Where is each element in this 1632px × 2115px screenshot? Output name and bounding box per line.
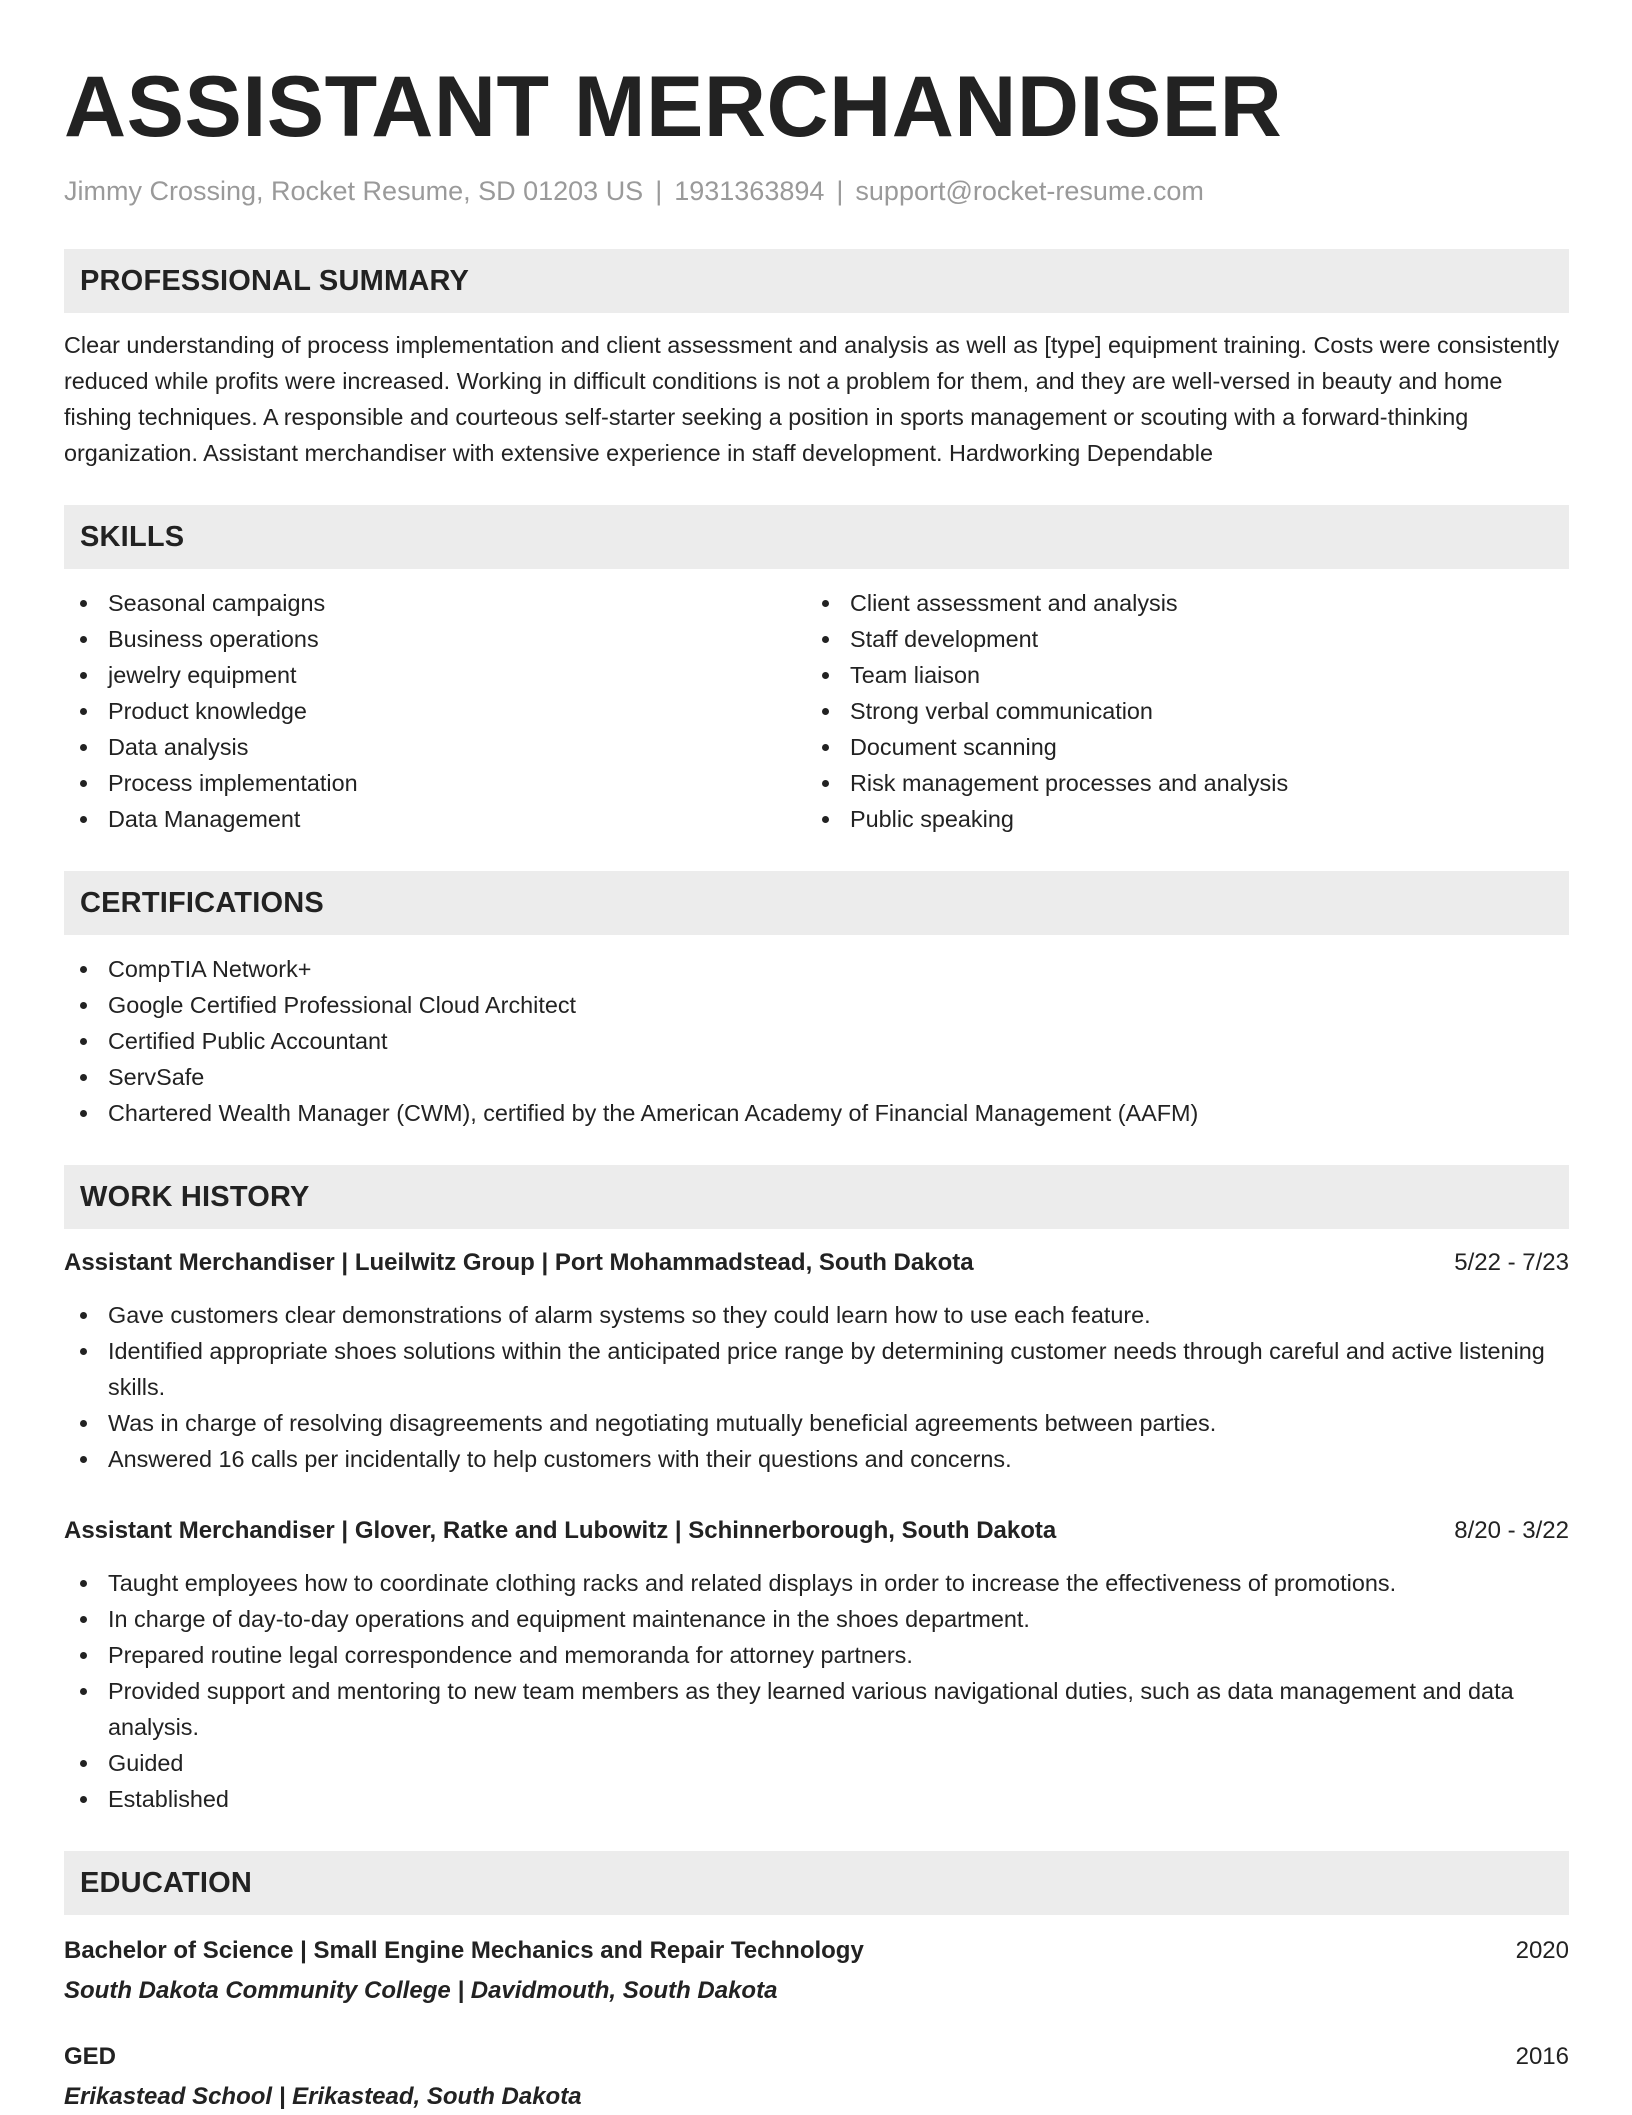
job-dates: 8/20 - 3/22 xyxy=(1454,1517,1569,1544)
job-bullets xyxy=(64,1297,1569,1477)
certification-item: Certified Public Accountant xyxy=(64,1023,1569,1059)
contact-email: support@rocket-resume.com xyxy=(855,176,1204,206)
skill-item: Client assessment and analysis xyxy=(806,585,1548,621)
skill-item: Public speaking xyxy=(806,801,1548,837)
job-bullet: Prepared routine legal correspondence and memoranda for attorney partners. xyxy=(64,1637,1569,1673)
section-header-certifications: CERTIFICATIONS xyxy=(64,871,1569,935)
skills-list-right xyxy=(806,585,1548,837)
education-entry xyxy=(64,2039,1569,2115)
skill-item: Data analysis xyxy=(64,729,806,765)
resume-title: ASSISTANT MERCHANDISER xyxy=(64,59,1283,155)
education-year: 2020 xyxy=(1515,1937,1569,1964)
education-header xyxy=(64,2039,1569,2075)
skill-item: Document scanning xyxy=(806,729,1548,765)
job-entry xyxy=(64,1513,1569,1817)
skill-item: Seasonal campaigns xyxy=(64,585,806,621)
skill-item: Staff development xyxy=(806,621,1548,657)
education-year: 2016 xyxy=(1515,2043,1569,2070)
certification-item: CompTIA Network+ xyxy=(64,951,1569,987)
job-bullet: Guided xyxy=(64,1745,1569,1781)
job-bullet: Answered 16 calls per incidentally to help customers with their questions and concerns. xyxy=(64,1441,1569,1477)
job-entry xyxy=(64,1245,1569,1477)
job-bullet: Taught employees how to coordinate clothing racks and related displays in order to increase the effectiveness of promotions. xyxy=(64,1565,1569,1601)
skills-list-left xyxy=(64,585,806,837)
job-title: Assistant Merchandiser | Glover, Ratke and Lubowitz | Schinnerborough, South Dakota xyxy=(64,1517,1057,1544)
resume-page xyxy=(64,0,1569,2115)
certifications-list xyxy=(64,951,1569,1131)
skill-item: Team liaison xyxy=(806,657,1548,693)
job-header xyxy=(64,1513,1569,1549)
education-degree: GED xyxy=(64,2043,117,2070)
job-bullet: Was in charge of resolving disagreements and negotiating mutually beneficial agreements between parties. xyxy=(64,1405,1569,1441)
summary-text: Clear understanding of process implementation and client assessment and analysis as well as [type] equipment training. Costs were consistently reduced while profits were increased. Working in difficult conditions is not a problem for them, and they are well-versed in beauty and home fishing techniques. A responsible and courteous self-starter seeking a position in sports management or scouting with a forward-thinking organization. Assistant merchandiser with extensive experience in staff development. Hardworking Dependable xyxy=(64,332,1560,466)
section-header-summary: PROFESSIONAL SUMMARY xyxy=(64,249,1569,313)
contact-phone: 1931363894 xyxy=(674,176,825,206)
job-bullet: In charge of day-to-day operations and equipment maintenance in the shoes department. xyxy=(64,1601,1569,1637)
certification-item: Google Certified Professional Cloud Architect xyxy=(64,987,1569,1023)
job-bullet: Provided support and mentoring to new team members as they learned various navigational duties, such as data management and data analysis. xyxy=(64,1673,1569,1745)
skills-columns xyxy=(64,585,1569,837)
contact-separator: | xyxy=(836,176,844,206)
education-school: South Dakota Community College | Davidmouth, South Dakota xyxy=(64,1977,778,2004)
contact-separator: | xyxy=(655,176,663,206)
contact-line xyxy=(64,173,1569,209)
job-dates: 5/22 - 7/23 xyxy=(1454,1249,1569,1276)
contact-address: Jimmy Crossing, Rocket Resume, SD 01203 US xyxy=(64,176,644,206)
education-school: Erikastead School | Erikastead, South Dakota xyxy=(64,2083,582,2110)
skill-item: Strong verbal communication xyxy=(806,693,1548,729)
job-title: Assistant Merchandiser | Lueilwitz Group | Port Mohammadstead, South Dakota xyxy=(64,1249,974,1276)
job-bullet: Identified appropriate shoes solutions within the anticipated price range by determining customer needs through careful and active listening skills. xyxy=(64,1333,1569,1405)
skill-item: Product knowledge xyxy=(64,693,806,729)
job-bullet: Gave customers clear demonstrations of alarm systems so they could learn how to use each feature. xyxy=(64,1297,1569,1333)
section-header-education: EDUCATION xyxy=(64,1851,1569,1915)
section-header-work-history: WORK HISTORY xyxy=(64,1165,1569,1229)
certification-item: Chartered Wealth Manager (CWM), certified by the American Academy of Financial Management (AAFM) xyxy=(64,1095,1569,1131)
skill-item: Business operations xyxy=(64,621,806,657)
job-bullets xyxy=(64,1565,1569,1817)
education-entry xyxy=(64,1933,1569,2009)
skill-item: Process implementation xyxy=(64,765,806,801)
skill-item: Risk management processes and analysis xyxy=(806,765,1548,801)
skill-item: jewelry equipment xyxy=(64,657,806,693)
skill-item: Data Management xyxy=(64,801,806,837)
section-header-skills: SKILLS xyxy=(64,505,1569,569)
certification-item: ServSafe xyxy=(64,1059,1569,1095)
job-header xyxy=(64,1245,1569,1281)
education-degree: Bachelor of Science | Small Engine Mechanics and Repair Technology xyxy=(64,1937,864,1964)
education-header xyxy=(64,1933,1569,1969)
job-bullet: Established xyxy=(64,1781,1569,1817)
